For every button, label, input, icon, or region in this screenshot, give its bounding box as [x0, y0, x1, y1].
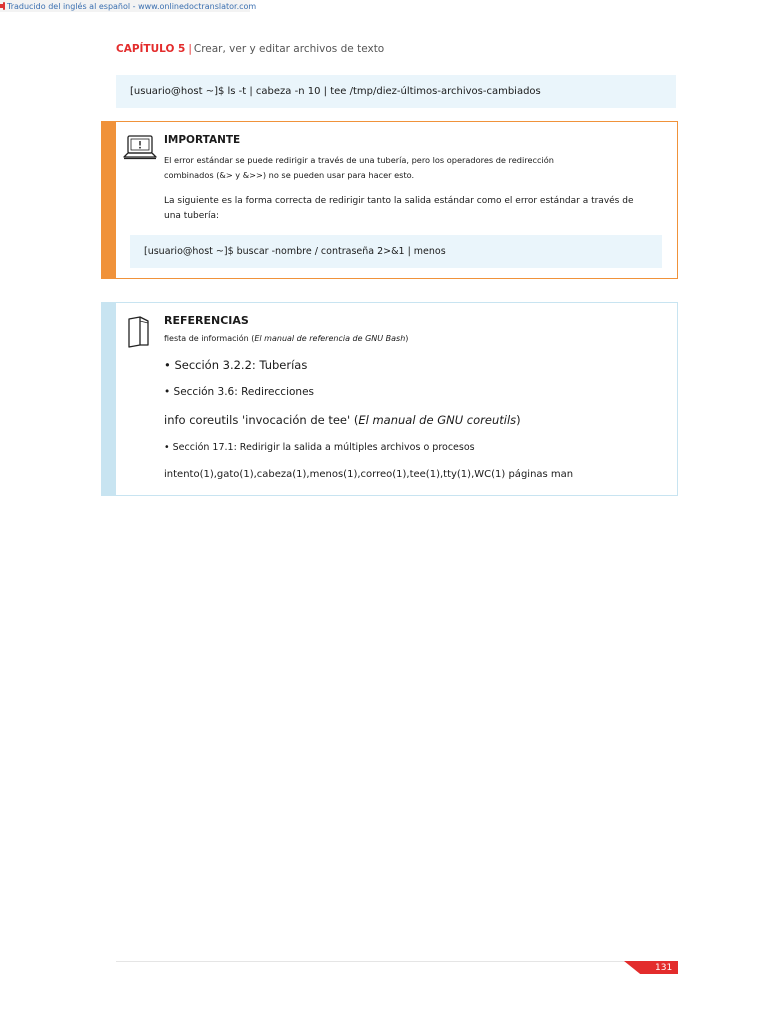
reference-section-output: • Sección 17.1: Redirigir la salida a múltiples archivos o procesos	[164, 442, 475, 453]
translator-banner[interactable]	[0, 0, 257, 12]
reference-coreutils-suffix: )	[516, 413, 521, 427]
laptop-icon	[122, 134, 158, 162]
reference-man-pages: intento(1),gato(1),cabeza(1),menos(1),correo(1),tee(1),tty(1),WC(1) páginas man	[164, 469, 574, 480]
chapter-header	[116, 43, 384, 55]
reference-coreutils-manual	[164, 413, 521, 427]
reference-bash-prefix: fiesta de información (	[164, 334, 255, 343]
reference-section-redirections: • Sección 3.6: Redirecciones	[164, 386, 314, 398]
chapter-title: Crear, ver y editar archivos de texto	[193, 43, 385, 55]
chapter-number: CAPÍTULO 5	[116, 43, 186, 55]
reference-bash-manual	[164, 334, 408, 343]
folder-icon	[126, 315, 152, 349]
reference-section-pipes: • Sección 3.2.2: Tuberías	[164, 358, 308, 372]
reference-bash-title: El manual de referencia de GNU Bash	[254, 334, 406, 343]
important-paragraph-2: La siguiente es la forma correcta de redirigir tanto la salida estándar como el error estándar a través de una tubería:	[164, 196, 634, 221]
reference-coreutils-title: El manual de GNU coreutils	[358, 413, 517, 427]
command-text: [usuario@host ~]$ ls -t | cabeza -n 10 | tee /tmp/diez-últimos-archivos-cambiados	[130, 86, 541, 97]
references-title: REFERENCIAS	[164, 314, 249, 327]
translator-logo-icon	[3, 2, 5, 10]
reference-bash-suffix: )	[405, 334, 409, 343]
translator-banner-text[interactable]: Traducido del inglés al español - www.onlinedoctranslator.com	[7, 1, 257, 11]
important-callout	[101, 121, 678, 279]
references-callout	[101, 302, 678, 496]
footer-divider	[116, 961, 627, 962]
important-paragraph-1: El error estándar se puede redirigir a través de una tubería, pero los operadores de redirección combinados (&> y &>>) no se pueden usar para hacer esto.	[164, 155, 554, 180]
reference-coreutils-prefix: info coreutils 'invocación de tee' (	[164, 413, 359, 427]
important-command-block	[130, 235, 662, 268]
command-block	[116, 75, 676, 108]
important-command-text: [usuario@host ~]$ buscar -nombre / contraseña 2>&1 | menos	[144, 246, 446, 257]
header-separator: |	[188, 43, 192, 55]
important-title: IMPORTANTE	[164, 134, 241, 146]
page-number: 131	[655, 963, 673, 973]
